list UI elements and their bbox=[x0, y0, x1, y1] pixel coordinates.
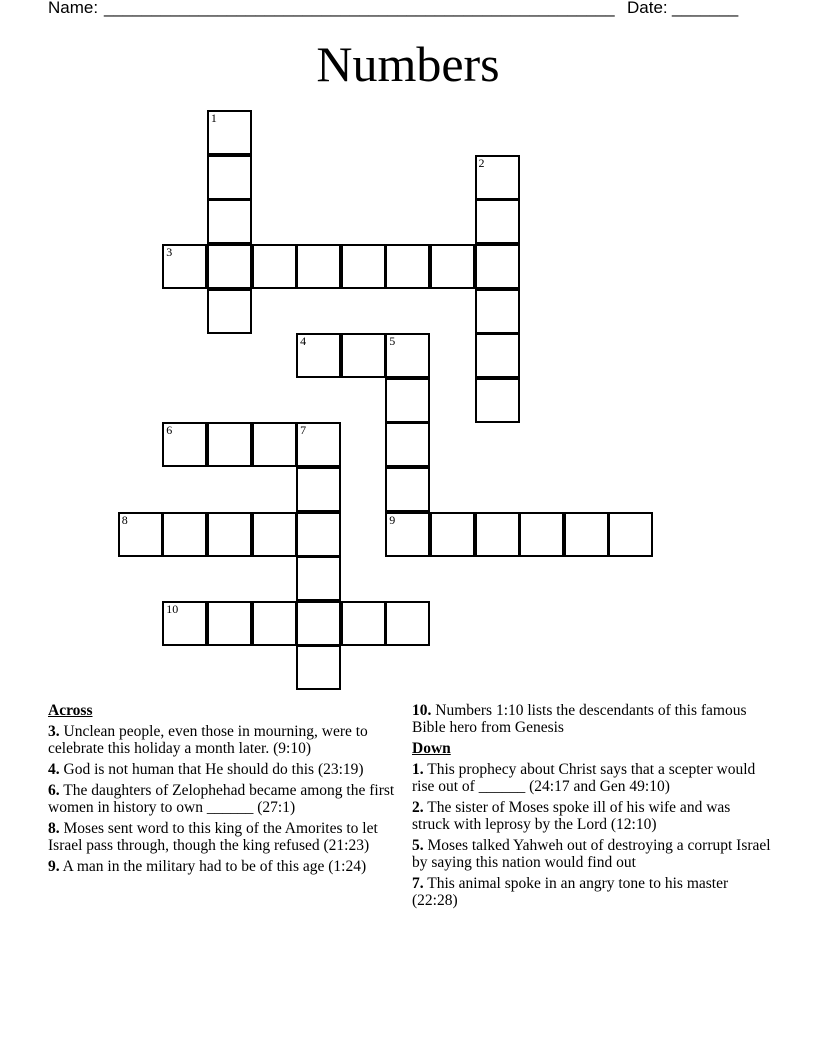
grid-cell[interactable] bbox=[207, 289, 252, 334]
down-heading: Down bbox=[412, 740, 451, 757]
clue-text: God is not human that He should do this (23:19) bbox=[63, 761, 364, 778]
name-field[interactable]: ______________________________________________________ bbox=[104, 0, 615, 17]
grid-cell[interactable] bbox=[385, 333, 430, 378]
clue-across-10 bbox=[412, 702, 772, 736]
grid-cell[interactable] bbox=[475, 289, 520, 334]
cell-number: 2 bbox=[478, 155, 485, 170]
clue-text: This animal spoke in an angry tone to his master (22:28) bbox=[412, 875, 729, 909]
clue-text: The sister of Moses spoke ill of his wife and was struck with leprosy by the Lord (12:10) bbox=[412, 799, 731, 833]
name-label: Name: bbox=[48, 0, 99, 17]
grid-cell[interactable] bbox=[162, 422, 207, 467]
grid-cell[interactable] bbox=[385, 378, 430, 423]
grid-cell[interactable] bbox=[207, 422, 252, 467]
clue-across-9 bbox=[48, 858, 404, 875]
cell-number: 7 bbox=[300, 423, 307, 438]
grid-cell[interactable] bbox=[296, 244, 341, 289]
grid-cell[interactable] bbox=[430, 244, 475, 289]
clue-text: Moses talked Yahweh out of destroying a corrupt Israel by saying this nation would find out bbox=[412, 837, 771, 871]
grid-cell[interactable] bbox=[564, 512, 609, 557]
grid-cell[interactable] bbox=[475, 244, 520, 289]
grid-cell[interactable] bbox=[296, 333, 341, 378]
cell-number: 10 bbox=[166, 601, 179, 616]
clue-number: 8. bbox=[48, 820, 60, 837]
grid-cell[interactable] bbox=[296, 422, 341, 467]
clue-number: 1. bbox=[412, 761, 424, 778]
grid-cell[interactable] bbox=[341, 244, 386, 289]
grid-cell[interactable] bbox=[296, 601, 341, 646]
clues-column-left bbox=[48, 702, 404, 879]
grid-cell[interactable] bbox=[207, 155, 252, 200]
grid-cell[interactable] bbox=[341, 601, 386, 646]
grid-cell[interactable] bbox=[385, 512, 430, 557]
grid-cell[interactable] bbox=[475, 378, 520, 423]
grid-cell[interactable] bbox=[162, 512, 207, 557]
clue-down-2 bbox=[412, 799, 772, 833]
grid-cell[interactable] bbox=[296, 645, 341, 690]
clue-text: Moses sent word to this king of the Amorites to let Israel pass through, though the king refused (21:23) bbox=[48, 820, 378, 854]
grid-cell[interactable] bbox=[296, 467, 341, 512]
grid-cell[interactable] bbox=[252, 512, 297, 557]
grid-cell[interactable] bbox=[430, 512, 475, 557]
clue-number: 5. bbox=[412, 837, 424, 854]
clue-text: Numbers 1:10 lists the descendants of this famous Bible hero from Genesis bbox=[412, 702, 747, 736]
clue-across-8 bbox=[48, 820, 404, 854]
clue-number: 7. bbox=[412, 875, 424, 892]
clue-number: 10. bbox=[412, 702, 432, 719]
grid-cell[interactable] bbox=[207, 512, 252, 557]
grid-cell[interactable] bbox=[475, 512, 520, 557]
grid-cell[interactable] bbox=[162, 601, 207, 646]
grid-cell[interactable] bbox=[252, 244, 297, 289]
clue-down-5 bbox=[412, 837, 772, 871]
grid-cell[interactable] bbox=[207, 199, 252, 244]
grid-cell[interactable] bbox=[296, 512, 341, 557]
date-field[interactable]: _______ bbox=[672, 0, 739, 17]
cell-number: 1 bbox=[210, 111, 217, 126]
clue-down-7 bbox=[412, 875, 772, 909]
grid-cell[interactable] bbox=[207, 110, 252, 155]
clue-text: Unclean people, even those in mourning, were to celebrate this holiday a month later. (9:10) bbox=[48, 723, 368, 757]
page-title: Numbers bbox=[316, 36, 500, 92]
grid-cell[interactable] bbox=[207, 244, 252, 289]
grid-cell[interactable] bbox=[252, 422, 297, 467]
clue-number: 9. bbox=[48, 858, 60, 875]
grid-cell[interactable] bbox=[252, 601, 297, 646]
clue-text: This prophecy about Christ says that a scepter would rise out of ______ (24:17 and Gen 49:10) bbox=[412, 761, 756, 795]
grid-cell[interactable] bbox=[475, 199, 520, 244]
clue-number: 2. bbox=[412, 799, 424, 816]
grid-cell[interactable] bbox=[207, 601, 252, 646]
grid-cell[interactable] bbox=[296, 556, 341, 601]
clue-text: A man in the military had to be of this age (1:24) bbox=[62, 858, 367, 875]
clue-across-3 bbox=[48, 723, 404, 757]
clue-number: 3. bbox=[48, 723, 60, 740]
grid-cell[interactable] bbox=[341, 333, 386, 378]
grid-cell[interactable] bbox=[385, 467, 430, 512]
clue-number: 4. bbox=[48, 761, 60, 778]
grid-cell[interactable] bbox=[519, 512, 564, 557]
cell-number: 4 bbox=[300, 334, 307, 349]
cell-number: 3 bbox=[166, 244, 173, 259]
grid-cell[interactable] bbox=[608, 512, 653, 557]
grid-cell[interactable] bbox=[475, 155, 520, 200]
grid-cell[interactable] bbox=[475, 333, 520, 378]
grid-cell[interactable] bbox=[385, 601, 430, 646]
cell-number: 9 bbox=[389, 512, 396, 527]
cell-number: 5 bbox=[389, 334, 396, 349]
grid-cell[interactable] bbox=[385, 244, 430, 289]
cell-number: 6 bbox=[166, 423, 173, 438]
grid-cell[interactable] bbox=[385, 422, 430, 467]
clues-column-right bbox=[412, 702, 772, 913]
clue-down-1 bbox=[412, 761, 772, 795]
clue-across-4 bbox=[48, 761, 404, 778]
grid-cell[interactable] bbox=[118, 512, 163, 557]
clue-across-6 bbox=[48, 782, 404, 816]
clue-text: The daughters of Zelophehad became among the first women in history to own ______ (27:1) bbox=[48, 782, 395, 816]
across-heading: Across bbox=[48, 702, 93, 719]
clue-number: 6. bbox=[48, 782, 60, 799]
date-label: Date: bbox=[627, 0, 668, 17]
grid-cell[interactable] bbox=[162, 244, 207, 289]
cell-number: 8 bbox=[121, 512, 128, 527]
